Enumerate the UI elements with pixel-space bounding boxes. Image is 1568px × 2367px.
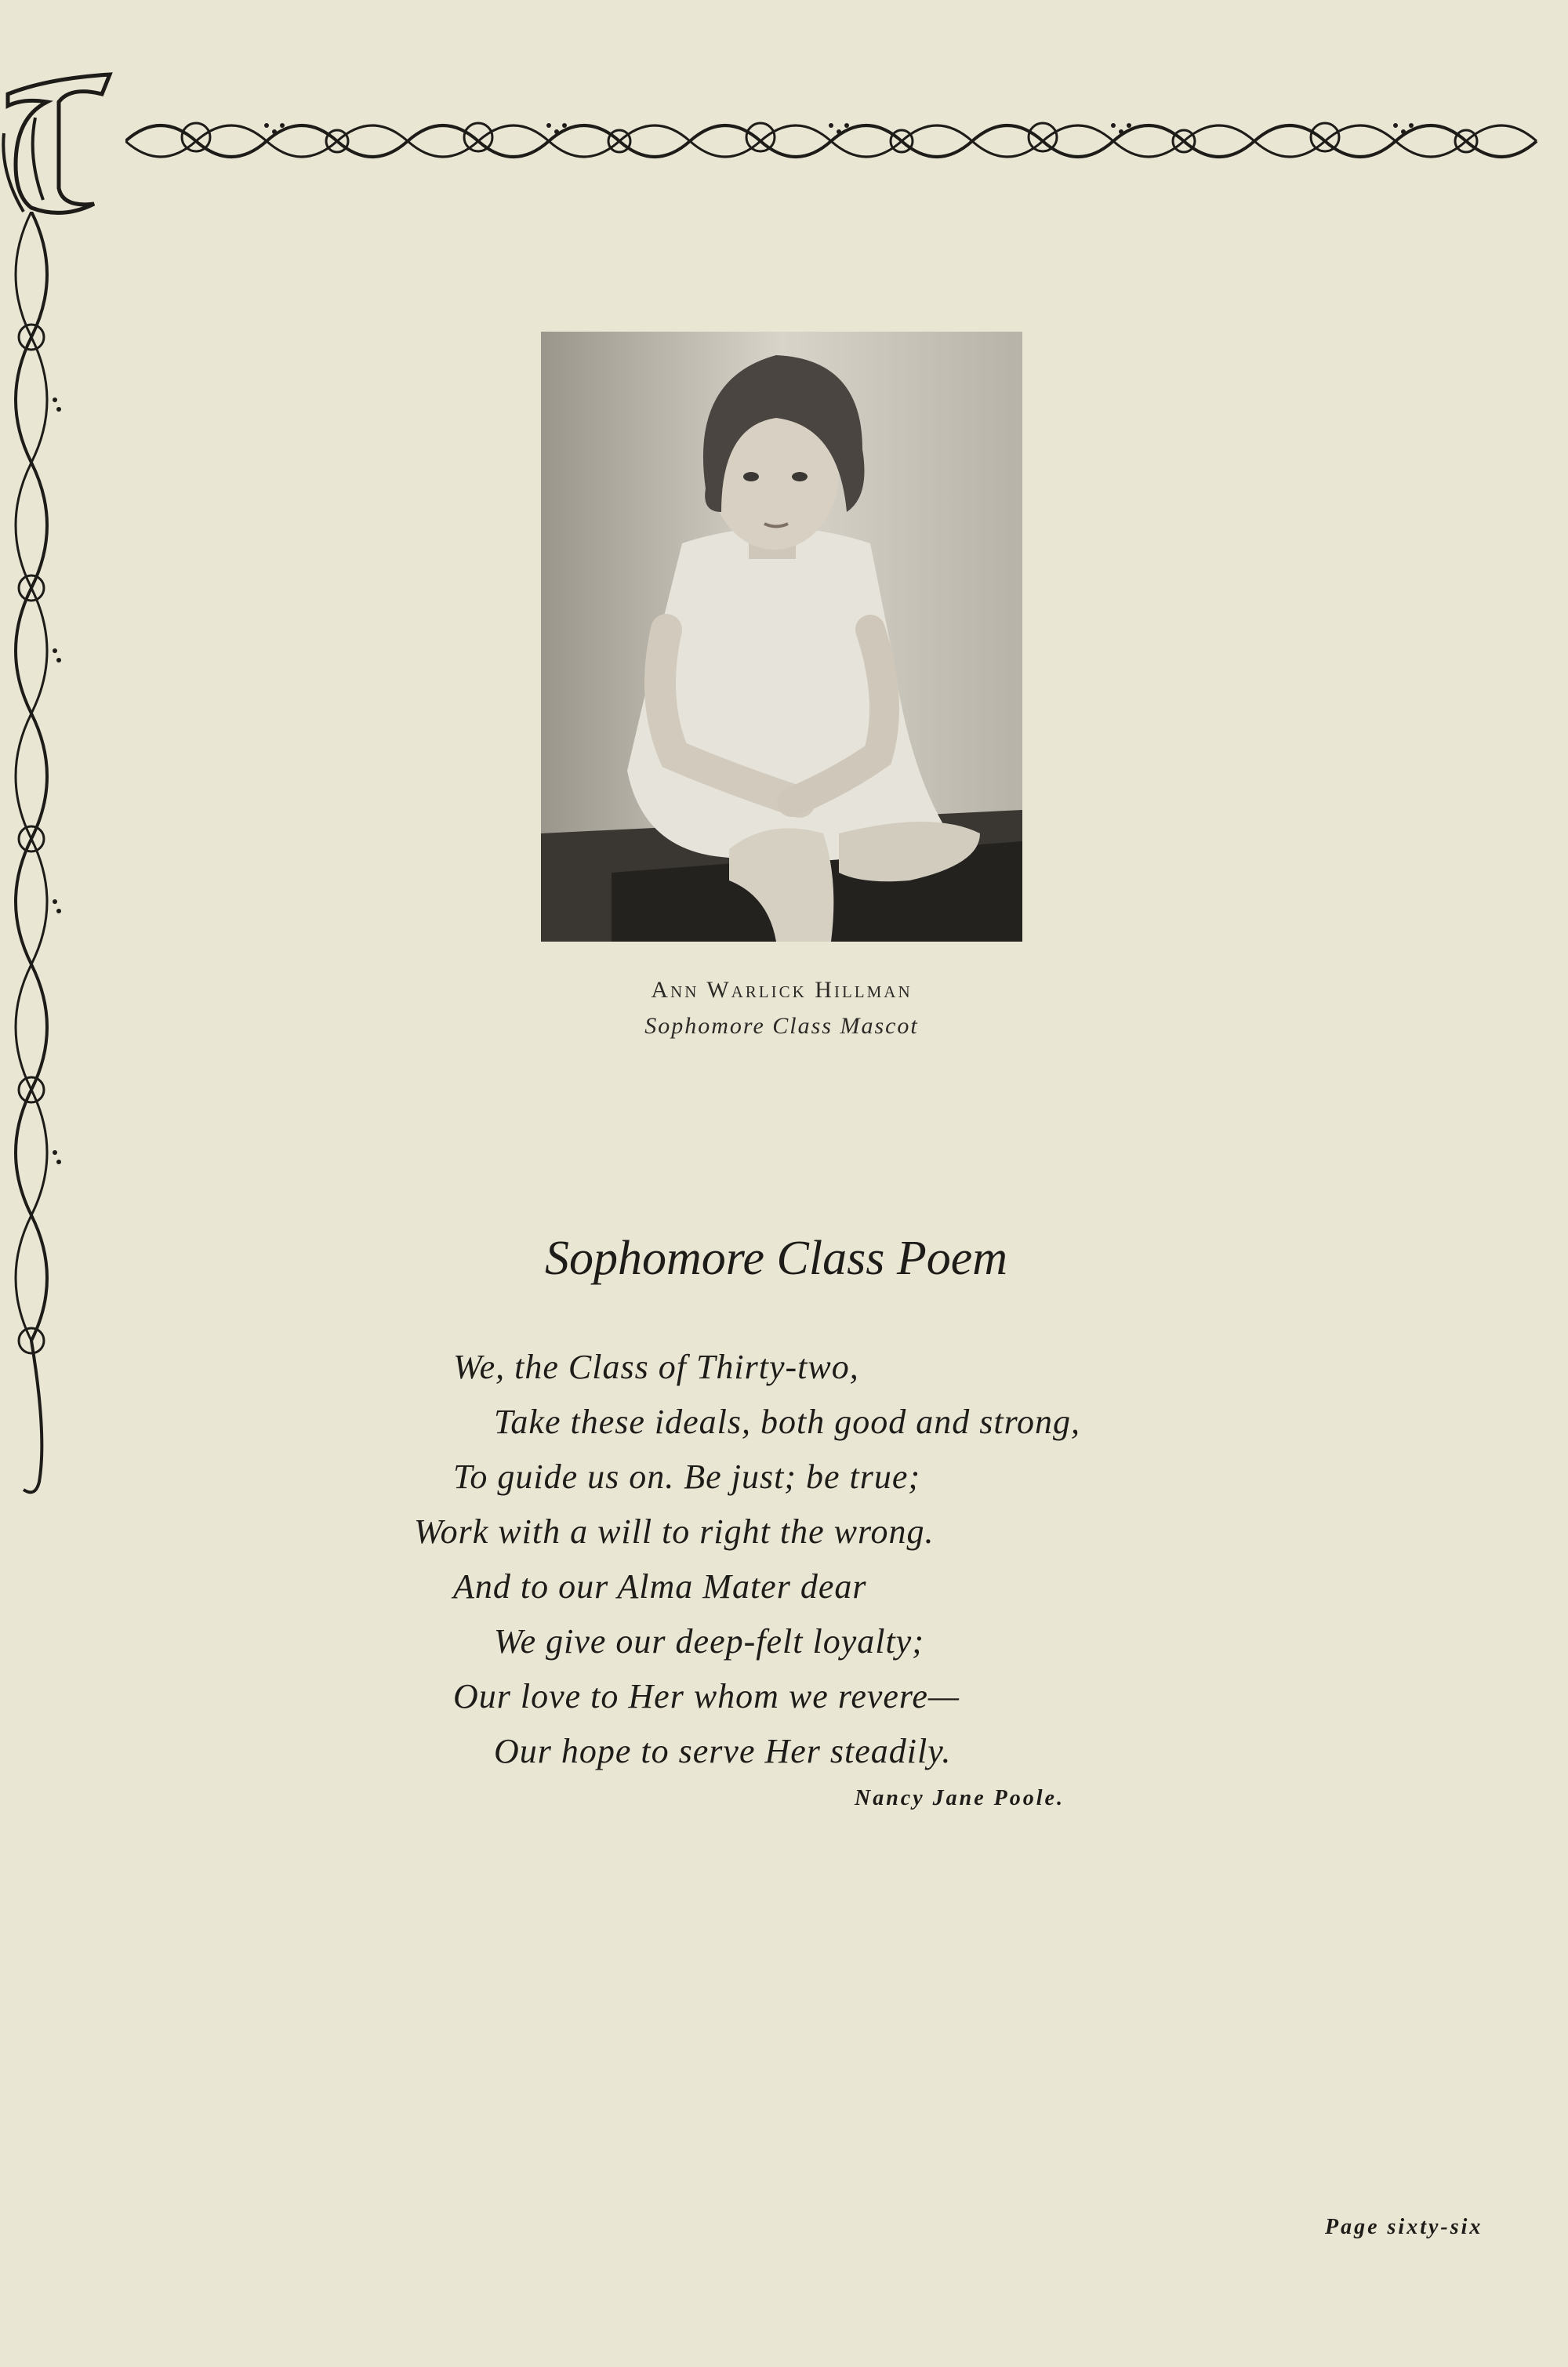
poem-line: Our love to Her whom we revere— — [453, 1677, 960, 1715]
poem-line: We give our deep-felt loyalty; — [494, 1622, 924, 1661]
poem-line: Take these ideals, both good and strong, — [494, 1403, 1081, 1441]
poem-line: To guide us on. Be just; be true; — [453, 1458, 920, 1496]
photo-caption-name: Ann Warlick Hillman — [651, 977, 913, 1003]
page-number: Page sixty-six — [1325, 2215, 1483, 2239]
poem-line: We, the Class of Thirty-two, — [453, 1348, 859, 1386]
poem-line: And to our Alma Mater dear — [453, 1567, 867, 1606]
poem-author: Nancy Jane Poole. — [855, 1786, 1065, 1810]
mascot-photo — [541, 332, 1022, 942]
poem-title: Sophomore Class Poem — [544, 1232, 1008, 1285]
ornamental-initial-t — [0, 71, 118, 220]
ornamental-vine-border-top — [125, 102, 1544, 180]
poem-line: Our hope to serve Her steadily. — [494, 1732, 952, 1770]
child-portrait-image — [541, 332, 1022, 942]
photo-caption-role: Sophomore Class Mascot — [644, 1013, 919, 1039]
poem-line: Work with a will to right the wrong. — [414, 1512, 935, 1551]
ornamental-vine-border-left — [0, 212, 74, 1498]
